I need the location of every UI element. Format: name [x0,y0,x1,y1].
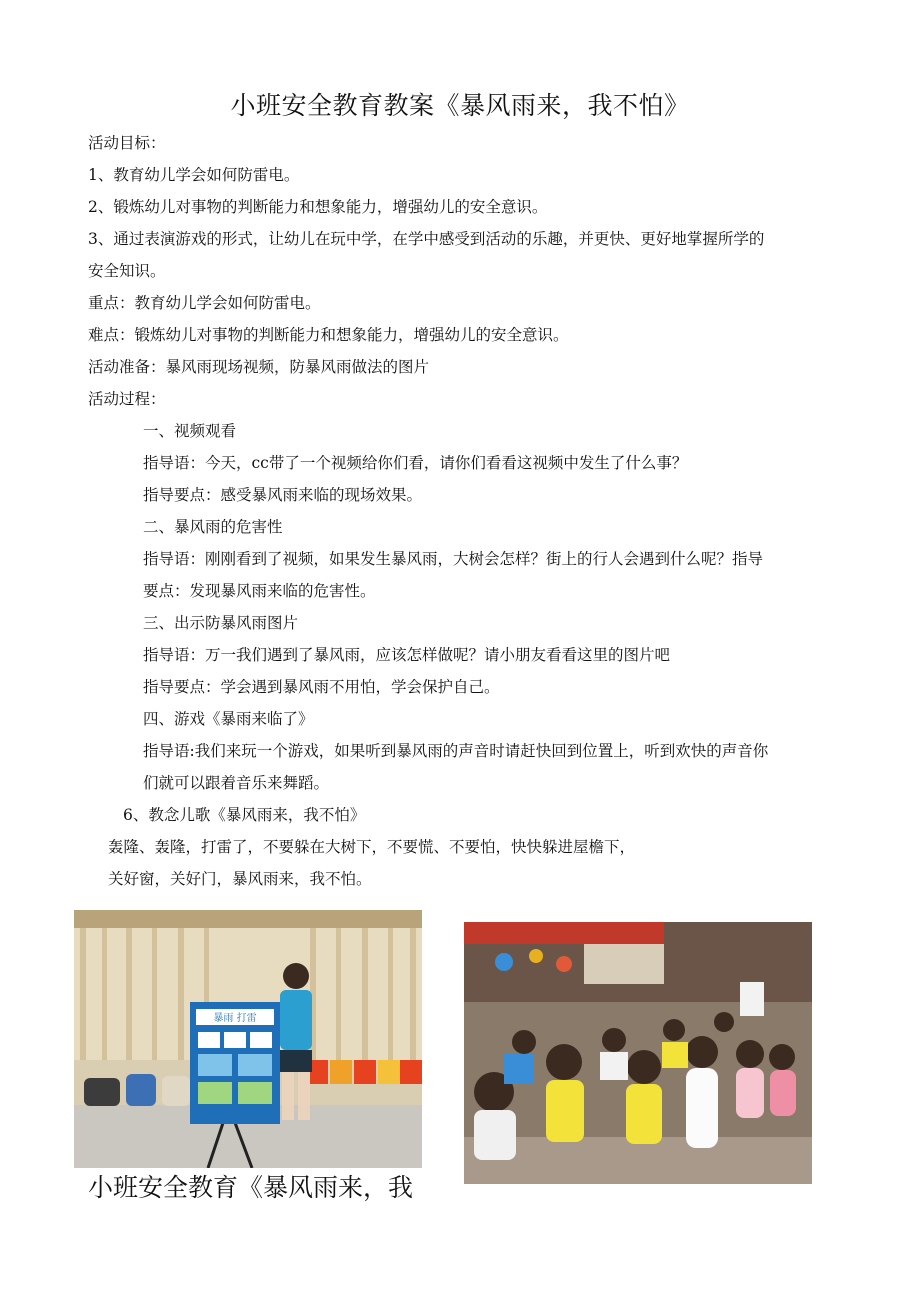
objectives-label: 活动目标： [88,134,166,152]
step-line: 指导语：刚刚看到了视频，如果发生暴风雨，大树会怎样？街上的行人会遇到什么呢？指导 [143,550,764,568]
step-line: 要点：发现暴风雨来临的危害性。 [143,582,376,600]
song-heading: 6、教念儿歌《暴风雨来，我不怕》 [123,806,366,824]
process-label: 活动过程： [88,390,166,408]
step-line: 指导要点：学会遇到暴风雨不用怕，学会保护自己。 [143,678,500,696]
photo-children-activity [464,922,812,1184]
step-line: 们就可以跟着音乐来舞蹈。 [143,774,330,792]
objective-item-continued: 安全知识。 [88,262,166,280]
difficulty: 难点：锻炼幼儿对事物的判断能力和想象能力，增强幼儿的安全意识。 [88,326,569,344]
objective-item: 3、通过表演游戏的形式，让幼儿在玩中学，在学中感受到活动的乐趣，并更快、更好地掌握所学的 [88,230,765,248]
objective-item: 1、教育幼儿学会如何防雷电。 [88,166,300,184]
objective-item: 2、锻炼幼儿对事物的判断能力和想象能力，增强幼儿的安全意识。 [88,198,548,216]
step-line: 指导语:我们来玩一个游戏，如果听到暴风雨的声音时请赶快回到位置上，听到欢快的声音你 [143,742,769,760]
step-line: 指导语：今天，cc带了一个视频给你们看，请你们看看这视频中发生了什么事？ [143,454,688,472]
page-title: 小班安全教育教案《暴风雨来，我不怕》 [230,91,690,120]
poster-title: 暴雨 打雷 [213,1013,257,1024]
step-heading: 二、暴风雨的危害性 [143,518,283,536]
step-heading: 三、出示防暴风雨图片 [143,614,299,632]
photo-caption: 小班安全教育《暴风雨来，我 [88,1173,414,1202]
song-line: 关好窗，关好门，暴风雨来，我不怕。 [108,870,372,888]
preparation: 活动准备：暴风雨现场视频，防暴风雨做法的图片 [88,358,430,376]
step-heading: 四、游戏《暴雨来临了》 [143,710,314,728]
step-line: 指导要点：感受暴风雨来临的现场效果。 [143,486,423,504]
photo-teacher-poster [74,910,422,1168]
step-heading: 一、视频观看 [143,422,237,440]
step-line: 指导语：万一我们遇到了暴风雨，应该怎样做呢？请小朋友看看这里的图片吧 [143,646,671,664]
song-line: 轰隆、轰隆，打雷了，不要躲在大树下，不要慌、不要怕，快快躲进屋檐下， [108,838,636,856]
key-point: 重点：教育幼儿学会如何防雷电。 [88,294,321,312]
